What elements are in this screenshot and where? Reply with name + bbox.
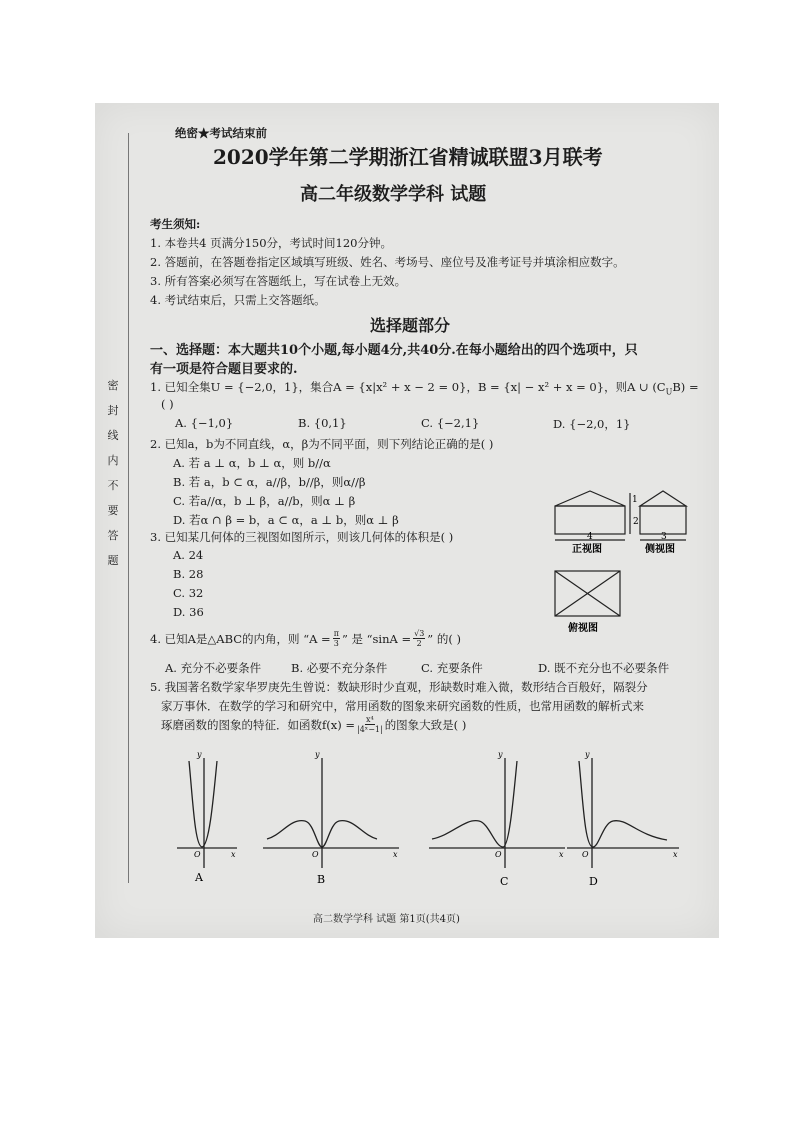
front-view-roof xyxy=(555,491,625,506)
section-title: 选择题部分 xyxy=(370,316,451,335)
q3-stem: 3. 已知某几何体的三视图如图所示，则该几何体的体积是( ) xyxy=(150,530,454,544)
origin-label: O xyxy=(582,850,589,859)
q4-option-b: B. 必要不充分条件 xyxy=(291,661,388,675)
q1-option-a: A. {−1,0} xyxy=(175,416,234,430)
axis-y-label: y xyxy=(498,750,503,759)
origin-label: O xyxy=(312,850,319,859)
q2-stem: 2. 已知a，b为不同直线，α，β为不同平面，则下列结论正确的是( ) xyxy=(150,437,494,451)
exam-paper-photo xyxy=(95,103,719,938)
origin-label: O xyxy=(194,850,201,859)
q3-option-d: D. 36 xyxy=(173,605,204,619)
top-view-label: 俯视图 xyxy=(568,623,598,634)
side-view-body xyxy=(640,506,686,534)
axis-x-label: x xyxy=(673,850,678,859)
q1-option-c: C. {−2,1} xyxy=(421,416,480,430)
q5-graphs xyxy=(167,743,687,893)
front-view-label: 正视图 xyxy=(572,544,602,555)
section-instruction: 一、选择题：本大题共10个小题,每小题4分,共40分.在每小题给出的四个选项中，只 xyxy=(150,343,638,358)
graph-c-label: C xyxy=(500,875,509,888)
graph-a xyxy=(177,758,237,868)
q3-option-c: C. 32 xyxy=(173,586,204,600)
seal-line-text: 密封线内不要答题 xyxy=(107,379,119,567)
q4-stem: 4. 已知A是△ABC的内角，则 “A = $\frac{\pi}{3}$ ” 是 “sinA = $\frac{√3}{2}$ ” 的( ) xyxy=(150,629,461,648)
dim-side-width-label: 3 xyxy=(661,532,667,542)
front-view-body xyxy=(555,506,625,534)
q1-option-d: D. {−2,0，1} xyxy=(553,417,631,431)
q3-option-b: B. 28 xyxy=(173,567,204,581)
notice-item: 1. 本卷共4 页满分150分，考试时间120分钟。 xyxy=(150,236,392,250)
secret-mark: 绝密★考试结束前 xyxy=(175,126,267,140)
axis-y-label: y xyxy=(585,750,590,759)
origin-label: O xyxy=(495,850,502,859)
axis-x-label: x xyxy=(393,850,398,859)
axis-y-label: y xyxy=(197,750,202,759)
q1-option-b: B. {0,1} xyxy=(298,416,347,430)
exam-subtitle: 高二年级数学学科 试题 xyxy=(300,184,487,205)
q2-option-b: B. 若 a，b ⊂ α，a//β，b//β，则α//β xyxy=(173,475,366,489)
q1-stem: 1. 已知全集U = {−2,0，1}，集合A = {x|x² + x − 2 = 0}，B = {x| − x² + x = 0}，则A ∪ $(C_UB)$ = xyxy=(150,380,699,397)
side-view-label: 侧视图 xyxy=(645,544,675,555)
graph-b-label: B xyxy=(317,873,326,886)
q5-line: 5. 我国著名数学家华罗庚先生曾说：数缺形时少直观，形缺数时难入微，数形结合百般好，隔裂分 xyxy=(150,680,648,694)
graph-a-label: A xyxy=(195,871,203,884)
dim-front-width-label: 4 xyxy=(587,532,593,542)
binding-line xyxy=(128,133,129,883)
notice-item: 3. 所有答案必须写在答题纸上，写在试卷上无效。 xyxy=(150,274,407,288)
q4-option-c: C. 充要条件 xyxy=(421,661,483,675)
q5-line: 家万事休．在数学的学习和研究中，常用函数的图象来研究函数的性质，也常用函数的解析式来 xyxy=(161,699,644,713)
graph-b xyxy=(263,758,399,868)
q2-option-d: D. 若α ∩ β = b，a ⊂ α，a ⊥ b，则α ⊥ β xyxy=(173,513,399,527)
axis-x-label: x xyxy=(231,850,236,859)
exam-title: 2020学年第二学期浙江省精诚联盟3月联考 xyxy=(213,145,603,169)
axis-y-label: y xyxy=(315,750,320,759)
page-footer: 高二数学学科 试题 第1页(共4页) xyxy=(313,914,460,925)
notice-heading: 考生须知: xyxy=(150,217,201,231)
notice-item: 2. 答题前，在答题卷指定区域填写班级、姓名、考场号、座位号及准考证号并填涂相应数字。 xyxy=(150,255,625,269)
graph-d-label: D xyxy=(589,875,598,888)
q5-line: 琢磨函数的图象的特征．如函数f(x) = $\frac{\text{x⁴}}{\text{|4ˣ−1|}}$ 的图象大致是( ) xyxy=(161,715,467,734)
dim-roof-label: 1 xyxy=(632,495,638,505)
q4-option-a: A. 充分不必要条件 xyxy=(165,661,262,675)
three-view-figure xyxy=(550,486,700,636)
q1-paren: ( ) xyxy=(161,397,174,411)
side-view-roof xyxy=(640,491,686,506)
axis-x-label: x xyxy=(559,850,564,859)
q4-option-d: D. 既不充分也不必要条件 xyxy=(538,661,670,675)
section-instruction: 有一项是符合题目要求的. xyxy=(150,362,298,377)
dim-wall-label: 2 xyxy=(633,517,639,527)
q2-option-c: C. 若a//α，b ⊥ β，a//b，则α ⊥ β xyxy=(173,494,356,508)
notice-item: 4. 考试结束后，只需上交答题纸。 xyxy=(150,293,326,307)
q3-option-a: A. 24 xyxy=(173,548,204,562)
q2-option-a: A. 若 a ⊥ α，b ⊥ α，则 b//α xyxy=(173,456,331,470)
